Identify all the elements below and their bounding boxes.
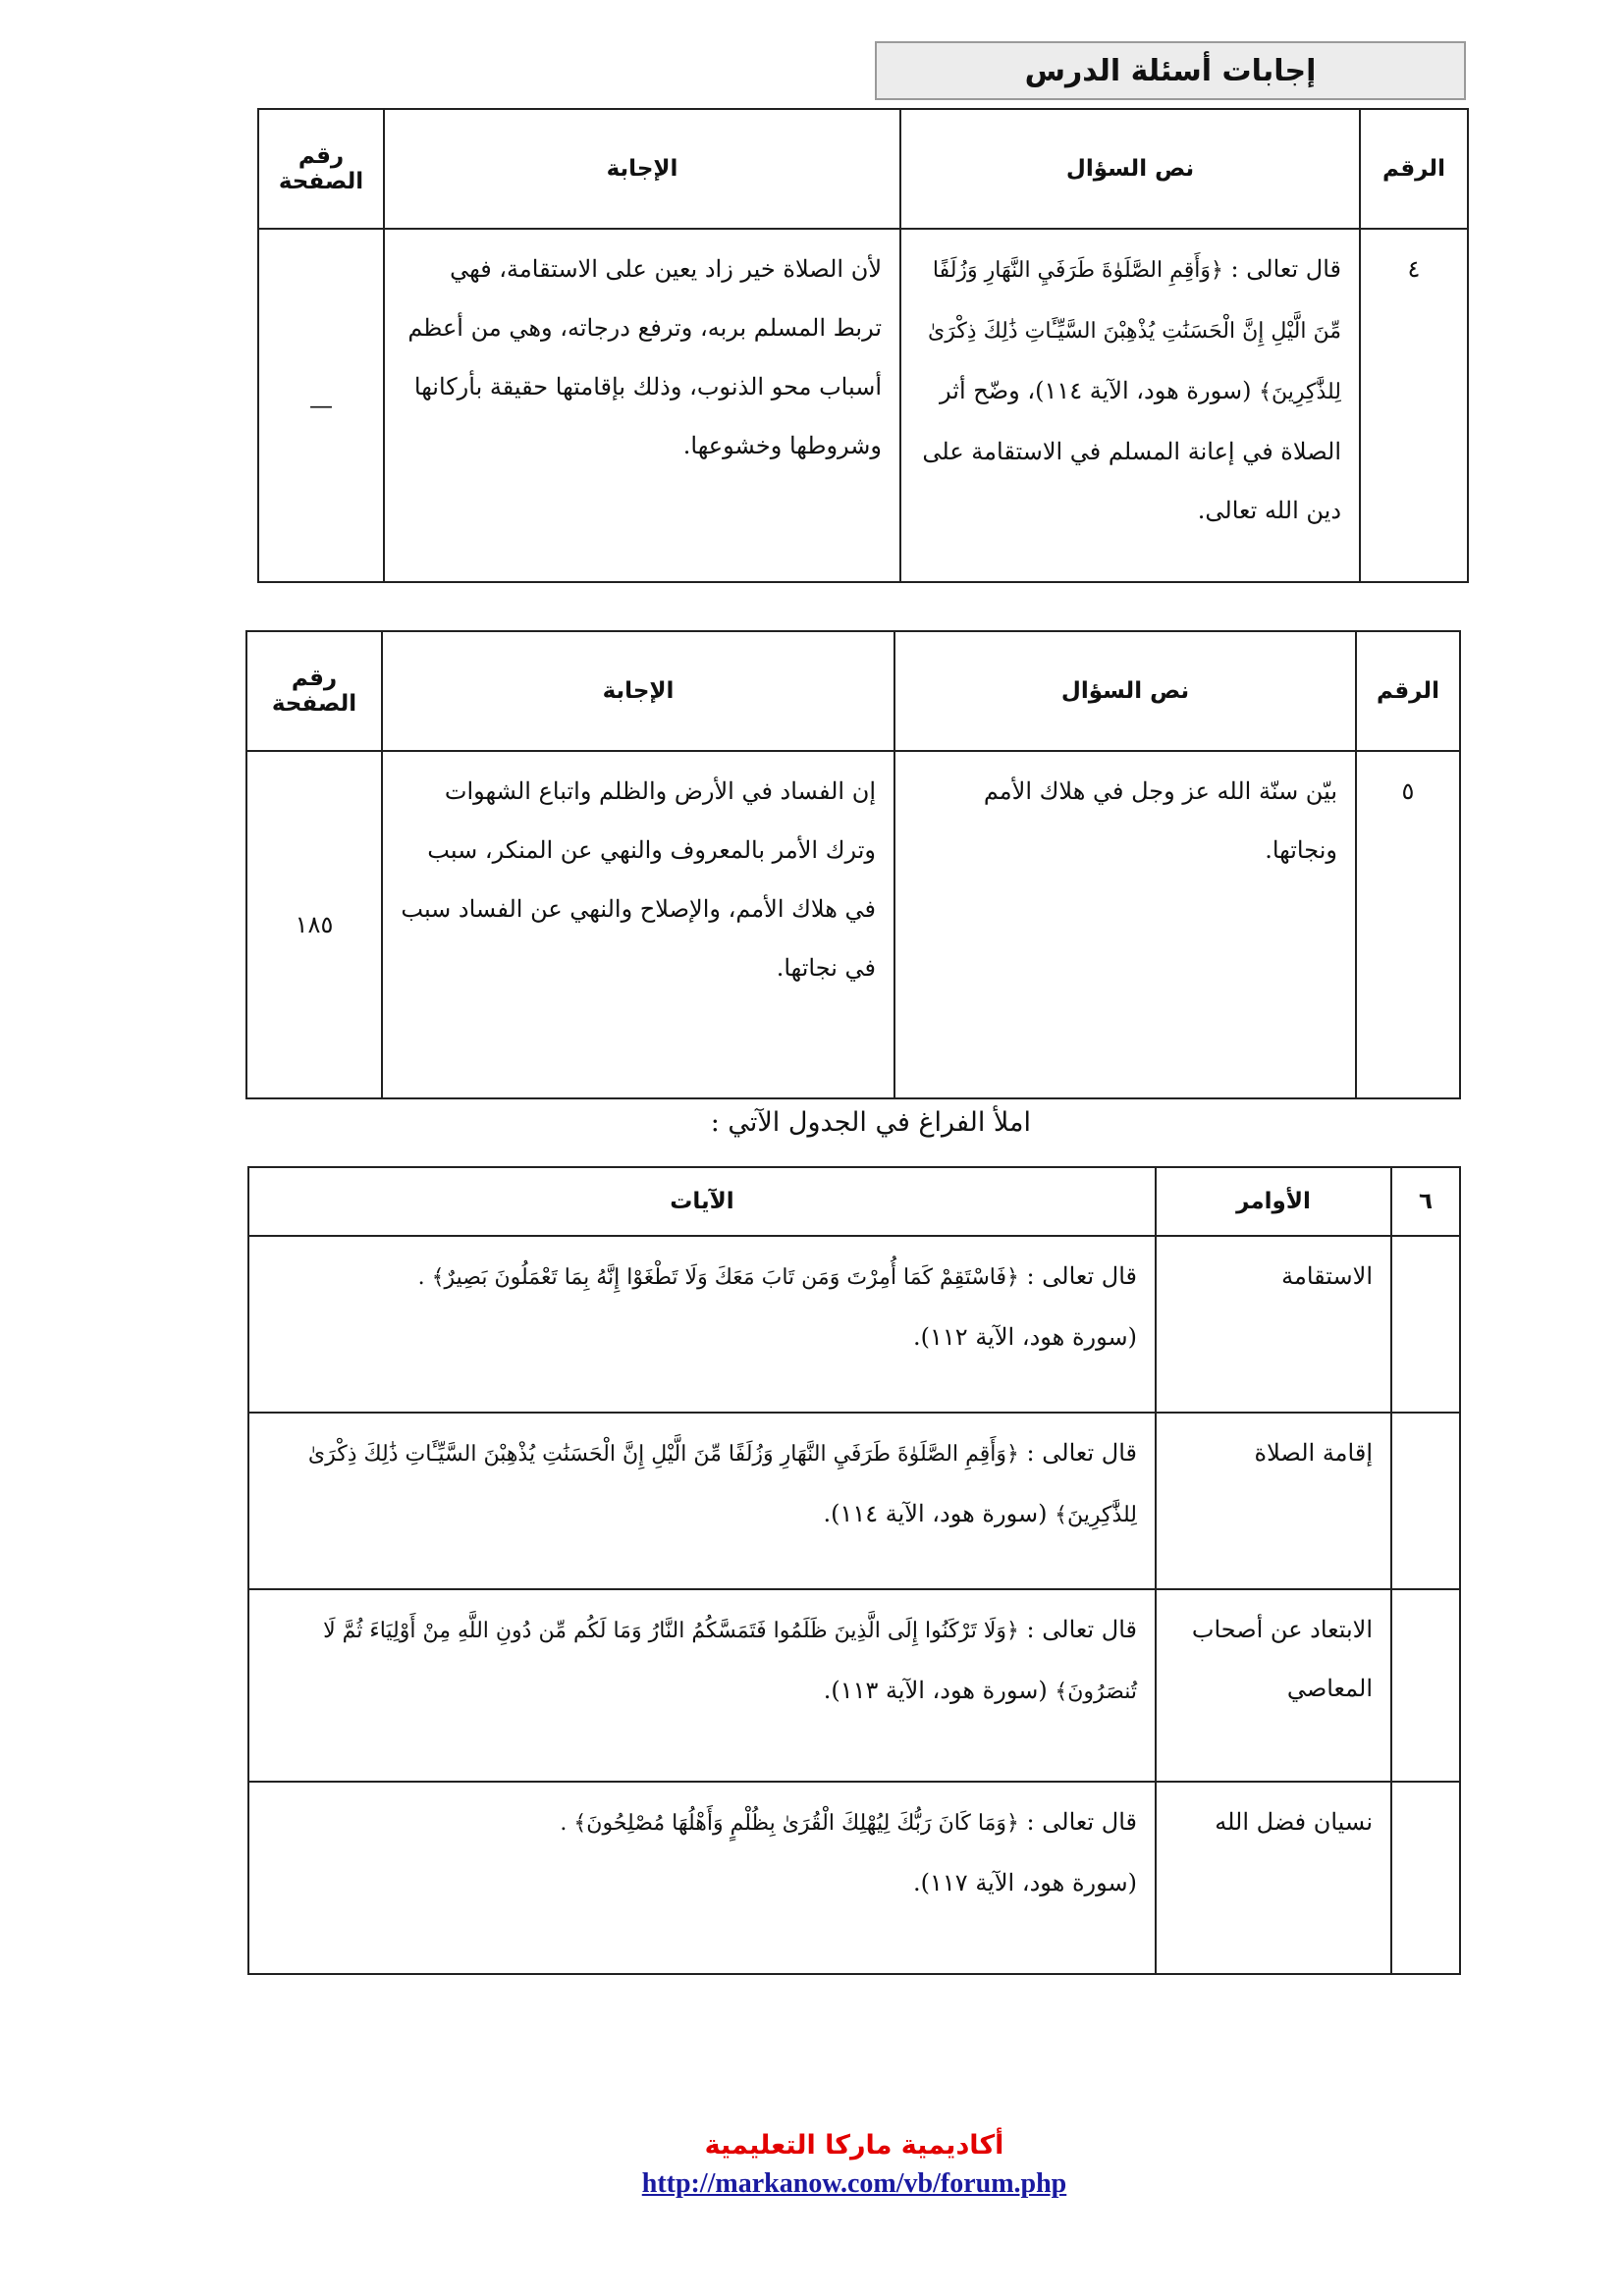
command-cell: إقامة الصلاة (1156, 1413, 1391, 1589)
header-page: رقم الصفحة (246, 631, 382, 751)
footer (491, 2130, 1218, 2200)
number-cell-empty (1391, 1589, 1460, 1782)
commands-table (247, 1166, 1461, 1975)
verse-reference: (سورة هود، الآية ١١٧). (913, 1869, 1137, 1896)
quran-verse: ﴿وَمَا كَانَ رَبُّكَ لِيُهْلِكَ الْقُرَىٰ بِظُلْمٍ وَأَهْلُهَا مُصْلِحُونَ﴾ . (560, 1811, 1019, 1836)
verse-cell (248, 1236, 1156, 1413)
header-question: نص السؤال (900, 109, 1360, 229)
verse-intro: قال تعالى : (1026, 1616, 1137, 1643)
footer-org: أكاديمية ماركا التعليمية (704, 2130, 1004, 2161)
page-title: إجابات أسئلة الدرس (875, 41, 1466, 100)
header-number: الرقم (1356, 631, 1460, 751)
quran-verse: ﴿فَاسْتَقِمْ كَمَا أُمِرْتَ وَمَن تَابَ مَعَكَ وَلَا تَطْغَوْا إِنَّهُ بِمَا تَعْمَلُونَ بَصِيرٌ﴾ . (417, 1265, 1019, 1290)
command-cell: الابتعاد عن أصحاب المعاصي (1156, 1589, 1391, 1782)
number-cell-empty (1391, 1413, 1460, 1589)
question-text (900, 229, 1360, 582)
verse-intro: قال تعالى : (1026, 1808, 1137, 1836)
page-number: ١٨٥ (246, 751, 382, 1098)
question-text: بيّن سنّة الله عز وجل في هلاك الأمم ونجاتها. (894, 751, 1356, 1098)
answers-table-q5 (245, 630, 1461, 1099)
question-body: (سورة هود، الآية ١١٤)، وضّح أثر الصلاة في إعانة المسلم في الاستقامة على دين الله تعالى. (922, 377, 1341, 524)
header-answer: الإجابة (382, 631, 894, 751)
row-number: ٤ (1360, 229, 1468, 582)
quran-verse: ﴿وَأَقِمِ الصَّلَوٰةَ طَرَفَيِ النَّهَارِ وَزُلَفًا مِّنَ الَّيْلِ إِنَّ الْحَسَنَٰتِ يُذْهِبْنَ السَّيِّـَٔاتِ ذَٰلِكَ ذِكْرَىٰ لِلذَّٰكِرِينَ﴾ (927, 258, 1341, 404)
verse-intro: قال تعالى : (1026, 1439, 1137, 1467)
header-number: ٦ (1391, 1167, 1460, 1236)
number-cell-empty (1391, 1782, 1460, 1974)
quran-verse: ﴿وَلَا تَرْكَنُوا إِلَى الَّذِينَ ظَلَمُوا فَتَمَسَّكُمُ النَّارُ وَمَا لَكُم مِّن دُونِ اللَّهِ مِنْ أَوْلِيَاءَ ثُمَّ لَا تُنصَرُونَ﴾ (323, 1619, 1137, 1704)
header-verses: الآيات (248, 1167, 1156, 1236)
header-commands: الأوامر (1156, 1167, 1391, 1236)
header-answer: الإجابة (384, 109, 900, 229)
question-intro: قال تعالى : (1230, 255, 1341, 283)
command-cell: الاستقامة (1156, 1236, 1391, 1413)
verse-reference: (سورة هود، الآية ١١٣). (823, 1677, 1048, 1704)
header-question: نص السؤال (894, 631, 1356, 751)
answer-text: لأن الصلاة خير زاد يعين على الاستقامة، فهي تربط المسلم بربه، وترفع درجاته، وهي من أعظم أسباب محو الذنوب، وذلك بإقامتها حقيقة بأركانها وشروطها وخشوعها. (384, 229, 900, 582)
verse-reference: (سورة هود، الآية ١١٢). (913, 1323, 1137, 1351)
command-cell: نسيان فضل الله (1156, 1782, 1391, 1974)
footer-link[interactable]: http://markanow.com/vb/forum.php (641, 2168, 1067, 2199)
verse-cell (248, 1782, 1156, 1974)
fill-instruction: املأ الفراغ في الجدول الآتي : (710, 1107, 1031, 1138)
verse-intro: قال تعالى : (1026, 1262, 1137, 1290)
verse-reference: (سورة هود، الآية ١١٤). (823, 1500, 1048, 1527)
answer-text: إن الفساد في الأرض والظلم واتباع الشهوات وترك الأمر بالمعروف والنهي عن المنكر، سبب في هلاك الأمم، والإصلاح والنهي عن الفساد سبب في نجاتها. (382, 751, 894, 1098)
row-number: ٥ (1356, 751, 1460, 1098)
verse-cell (248, 1413, 1156, 1589)
quran-verse: ﴿وَأَقِمِ الصَّلَوٰةَ طَرَفَيِ النَّهَارِ وَزُلَفًا مِّنَ الَّيْلِ إِنَّ الْحَسَنَٰتِ يُذْهِبْنَ السَّيِّـَٔاتِ ذَٰلِكَ ذِكْرَىٰ لِلذَّٰكِرِينَ﴾ (307, 1442, 1137, 1527)
page-number: — (258, 229, 384, 582)
header-page: رقم الصفحة (258, 109, 384, 229)
answers-table-q4 (257, 108, 1469, 583)
number-cell-empty (1391, 1236, 1460, 1413)
header-number: الرقم (1360, 109, 1468, 229)
verse-cell (248, 1589, 1156, 1782)
